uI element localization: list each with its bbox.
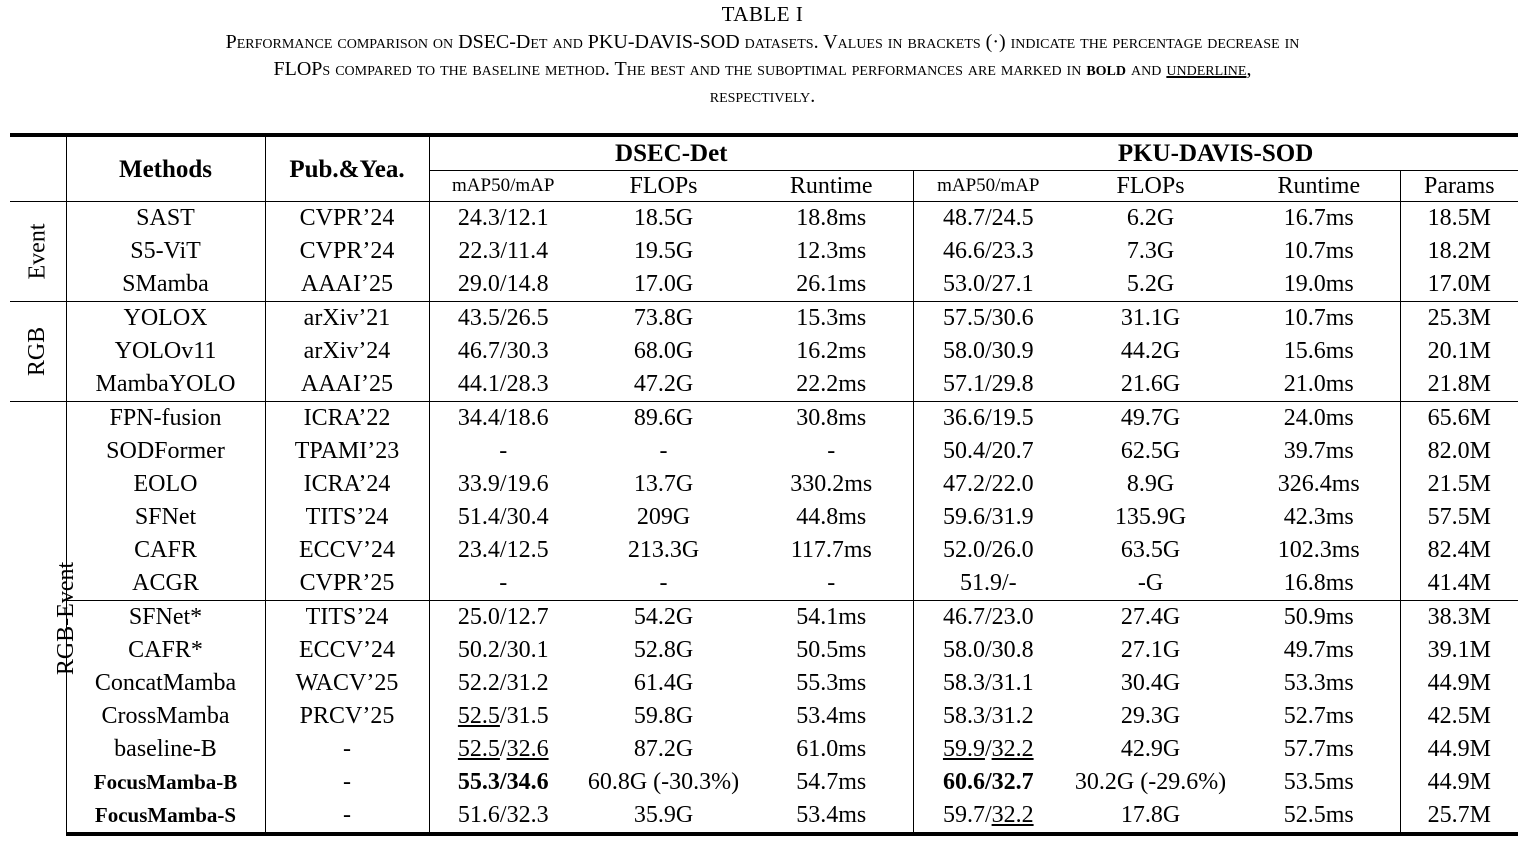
cell-dsec-flops: 213.3G: [627, 537, 700, 563]
cell-pub: ICRA’22: [265, 402, 429, 436]
cell-dsec-map: 51.4/30.4: [429, 501, 577, 534]
cell-dsec-map: 52.5/32.6: [429, 733, 577, 766]
cell-pku-flops: 135.9G: [1114, 504, 1187, 530]
cell-pku-flops: 63.5G: [1120, 537, 1181, 563]
cell-dsec-runtime: 12.3ms: [796, 238, 867, 264]
cell-dsec-runtime: 55.3ms: [796, 670, 867, 696]
cell-pku-runtime: 16.7ms: [1238, 202, 1400, 236]
group-label-rgb: RGB: [10, 302, 66, 402]
cell-pku-flops: 30.4G: [1120, 670, 1181, 696]
cell-pku-flops: 27.4G: [1063, 601, 1238, 635]
cell-dsec-map-val: 32.6: [506, 736, 549, 762]
caption-line-2: [0, 56, 1525, 83]
table-row: [10, 235, 1518, 268]
cell-dsec-flops: 61.4G: [633, 670, 694, 696]
cell-pku-map: 57.1/29.8: [913, 368, 1063, 402]
table-row: [10, 302, 1518, 336]
cell-pub: ECCV’24: [265, 534, 429, 567]
header-pku: PKU-DAVIS-SOD: [913, 135, 1518, 171]
cell-pku-flops: 27.1G: [1120, 637, 1181, 663]
cell-pku-runtime: 19.0ms: [1283, 271, 1354, 297]
table-row: [10, 268, 1518, 302]
cell-pku-map: 53.0/27.1: [913, 268, 1063, 302]
cell-dsec-map: 23.4/12.5: [429, 534, 577, 567]
cell-dsec-runtime: 50.5ms: [796, 637, 867, 663]
cell-pku-flops: 5.2G: [1126, 271, 1175, 297]
cell-dsec-map: 34.4/18.6: [429, 402, 577, 436]
cell-dsec-flops: 47.2G: [633, 371, 694, 397]
cell-params: 44.9M: [1400, 733, 1518, 766]
cell-method: CrossMamba: [66, 700, 265, 733]
cell-dsec-map: 52.5/31.5: [429, 700, 577, 733]
header-pku-flops: FLOPs: [1116, 173, 1185, 199]
caption-line-2a: FLOPs compared to the baseline method. The best and the suboptimal performances are marked in: [273, 58, 1082, 80]
cell-dsec-map: 50.2/30.1: [429, 634, 577, 667]
cell-dsec-runtime: 22.2ms: [796, 371, 867, 397]
cell-pku-flops: 44.2G: [1120, 338, 1181, 364]
table-row: [10, 501, 1518, 534]
cell-method: SMamba: [66, 268, 265, 302]
cell-dsec-flops: 68.0G: [633, 338, 694, 364]
cell-method: SODFormer: [66, 435, 265, 468]
table-caption: [0, 29, 1525, 110]
cell-pub: PRCV’25: [265, 700, 429, 733]
cell-pku-map50: 59.9: [942, 736, 985, 762]
header-pku-runtime: Runtime: [1277, 173, 1361, 199]
header-pku-map: mAP50/mAP: [913, 171, 1063, 202]
cell-pku-map: 58.3/31.1: [913, 667, 1063, 700]
header-group-cell: [10, 135, 66, 202]
cell-pku-map: 58.3/31.2: [913, 700, 1063, 733]
cell-pub: CVPR’24: [265, 202, 429, 236]
cell-dsec-flops: 13.7G: [633, 471, 694, 497]
header-dsec-map: mAP50/mAP: [429, 171, 577, 202]
cell-dsec-flops: 54.2G: [577, 601, 750, 635]
cell-pku-runtime: 39.7ms: [1283, 438, 1354, 464]
caption-line-1: Performance comparison on DSEC-Det and PKU-DAVIS-SOD datasets. Values in brackets (·) indicate the percentage decrease in: [225, 31, 1300, 53]
cell-dsec-flops: 35.9G: [577, 799, 750, 834]
cell-dsec-map: 51.6/32.3: [429, 799, 577, 834]
cell-dsec-flops: 17.0G: [633, 271, 694, 297]
table-row: [10, 435, 1518, 468]
cell-dsec-runtime: -: [827, 570, 836, 596]
cell-pku-flops: 8.9G: [1126, 471, 1175, 497]
cell-params: 38.3M: [1400, 601, 1518, 635]
cell-pku-flops: 49.7G: [1063, 402, 1238, 436]
table-row: [10, 799, 1518, 834]
cell-params: 20.1M: [1400, 335, 1518, 368]
table-row: [10, 202, 1518, 236]
cell-dsec-runtime: 15.3ms: [750, 302, 913, 336]
cell-params: 18.5M: [1400, 202, 1518, 236]
cell-pub: WACV’25: [265, 667, 429, 700]
table-row: [10, 402, 1518, 436]
cell-pku-runtime: 42.3ms: [1283, 504, 1354, 530]
cell-pku-map: 48.7/24.5: [913, 202, 1063, 236]
cell-pku-map: 58.0/30.9: [913, 335, 1063, 368]
cell-pku-runtime: 24.0ms: [1238, 402, 1400, 436]
cell-dsec-flops: 18.5G: [577, 202, 750, 236]
cell-pku-map-val: 32.2: [991, 736, 1034, 762]
cell-method: ConcatMamba: [66, 667, 265, 700]
cell-pku-runtime: 21.0ms: [1283, 371, 1354, 397]
cell-dsec-runtime: -: [827, 438, 836, 464]
header-dsec: DSEC-Det: [429, 135, 913, 171]
cell-pku-runtime: 52.5ms: [1238, 799, 1400, 834]
cell-pku-map: 52.0/26.0: [913, 534, 1063, 567]
cell-dsec-flops: 19.5G: [633, 238, 694, 264]
cell-method: SAST: [66, 202, 265, 236]
cell-dsec-flops: 89.6G: [577, 402, 750, 436]
cell-params: 44.9M: [1400, 766, 1518, 799]
cell-dsec-flops: 73.8G: [577, 302, 750, 336]
cell-params: 65.6M: [1400, 402, 1518, 436]
table-number: TABLE I: [721, 2, 804, 26]
cell-dsec-flops: 59.8G: [633, 703, 694, 729]
cell-params: 25.7M: [1400, 799, 1518, 834]
cell-pub: -: [265, 766, 429, 799]
cell-pku-runtime: 53.5ms: [1283, 769, 1354, 795]
cell-pku-map: 36.6/19.5: [913, 402, 1063, 436]
cell-pku-flops: 7.3G: [1126, 238, 1175, 264]
cell-dsec-runtime: 53.4ms: [750, 799, 913, 834]
group-label-event: Event: [10, 202, 66, 302]
cell-pku-map: 46.6/23.3: [913, 235, 1063, 268]
cell-pku-flops: 6.2G: [1063, 202, 1238, 236]
cell-method: EOLO: [66, 468, 265, 501]
cell-method: FocusMamba-S: [66, 799, 265, 834]
cell-pku-flops: 31.1G: [1063, 302, 1238, 336]
cell-dsec-map: 22.3/11.4: [429, 235, 577, 268]
cell-pku-flops: 29.3G: [1120, 703, 1181, 729]
cell-pku-map: 60.6/32.7: [913, 766, 1063, 799]
cell-method: baseline-B: [66, 733, 265, 766]
cell-pku-runtime: 52.7ms: [1283, 703, 1354, 729]
cell-pku-runtime: 53.3ms: [1283, 670, 1354, 696]
cell-pub: AAAI’25: [265, 268, 429, 302]
cell-dsec-map: -: [429, 435, 577, 468]
table-row: [10, 634, 1518, 667]
table-row: [10, 601, 1518, 635]
cell-pku-map: 59.9/32.2: [913, 733, 1063, 766]
cell-params: 21.5M: [1400, 468, 1518, 501]
cell-method: S5-ViT: [66, 235, 265, 268]
cell-pku-flops: 21.6G: [1120, 371, 1181, 397]
cell-method: MambaYOLO: [66, 368, 265, 402]
cell-dsec-map: 25.0/12.7: [429, 601, 577, 635]
cell-pku-runtime: 102.3ms: [1277, 537, 1360, 563]
cell-params: 44.9M: [1400, 667, 1518, 700]
cell-dsec-map: 24.3/12.1: [429, 202, 577, 236]
cell-dsec-runtime: 18.8ms: [750, 202, 913, 236]
cell-pku-map50: 59.7: [942, 802, 985, 828]
cell-params: 17.0M: [1400, 268, 1518, 302]
cell-dsec-runtime: 117.7ms: [790, 537, 872, 563]
cell-dsec-flops: 52.8G: [633, 637, 694, 663]
table-row: [10, 534, 1518, 567]
cell-pku-map: 57.5/30.6: [913, 302, 1063, 336]
table-row: [10, 667, 1518, 700]
cell-params: 57.5M: [1400, 501, 1518, 534]
cell-dsec-runtime: 44.8ms: [796, 504, 867, 530]
cell-params: 39.1M: [1400, 634, 1518, 667]
cell-pku-map: 47.2/22.0: [913, 468, 1063, 501]
cell-pub: arXiv’24: [265, 335, 429, 368]
cell-pub: -: [265, 733, 429, 766]
cell-pku-map: 59.6/31.9: [913, 501, 1063, 534]
cell-dsec-flops: 87.2G: [633, 736, 694, 762]
cell-dsec-map: 55.3/34.6: [429, 766, 577, 799]
cell-dsec-flops: 209G: [636, 504, 691, 530]
cell-params: 21.8M: [1400, 368, 1518, 402]
cell-dsec-runtime: 53.4ms: [796, 703, 867, 729]
cell-dsec-runtime: 54.7ms: [796, 769, 867, 795]
cell-pku-runtime: 50.9ms: [1238, 601, 1400, 635]
cell-pku-runtime: 10.7ms: [1238, 302, 1400, 336]
cell-pub: ICRA’24: [265, 468, 429, 501]
header-pub: Pub.&Yea.: [265, 135, 429, 202]
cell-method: FPN-fusion: [66, 402, 265, 436]
cell-dsec-map: 29.0/14.8: [429, 268, 577, 302]
caption-underline-word: underline: [1166, 58, 1247, 80]
cell-pub: CVPR’24: [265, 235, 429, 268]
cell-method: CAFR*: [66, 634, 265, 667]
cell-pku-map: 59.7/32.2: [913, 799, 1063, 834]
header-row-1: [10, 135, 1518, 171]
caption-line-2b: and: [1131, 58, 1162, 80]
cell-dsec-flops: -: [659, 438, 668, 464]
cell-dsec-flops: 60.8G (-30.3%): [587, 769, 740, 795]
cell-pub: AAAI’25: [265, 368, 429, 402]
cell-method: SFNet*: [66, 601, 265, 635]
cell-dsec-map: -: [429, 567, 577, 601]
cell-params: 41.4M: [1400, 567, 1518, 601]
caption-line-3: respectively.: [709, 85, 816, 107]
cell-dsec-runtime: 16.2ms: [796, 338, 867, 364]
cell-method: YOLOX: [66, 302, 265, 336]
cell-pku-map: 50.4/20.7: [913, 435, 1063, 468]
cell-pku-runtime: 57.7ms: [1283, 736, 1354, 762]
header-params: Params: [1400, 171, 1518, 202]
cell-pku-flops: 42.9G: [1120, 736, 1181, 762]
cell-dsec-map: 43.5/26.5: [429, 302, 577, 336]
table-row: [10, 335, 1518, 368]
cell-dsec-runtime: 330.2ms: [790, 471, 873, 497]
header-dsec-runtime: Runtime: [789, 173, 873, 199]
cell-params: 18.2M: [1400, 235, 1518, 268]
cell-dsec-runtime: 26.1ms: [796, 271, 867, 297]
cell-dsec-map50: 52.5: [457, 703, 500, 729]
cell-params: 82.4M: [1400, 534, 1518, 567]
cell-pku-runtime: 16.8ms: [1283, 570, 1354, 596]
table-row: [10, 368, 1518, 402]
cell-method: YOLOv11: [66, 335, 265, 368]
cell-pku-runtime: 49.7ms: [1283, 637, 1354, 663]
cell-pub: TITS’24: [265, 501, 429, 534]
cell-pub: TPAMI’23: [265, 435, 429, 468]
cell-dsec-runtime: 30.8ms: [750, 402, 913, 436]
cell-params: 25.3M: [1400, 302, 1518, 336]
cell-pku-map-val: 32.2: [991, 802, 1034, 828]
cell-pub: arXiv’21: [265, 302, 429, 336]
header-dsec-flops: FLOPs: [629, 173, 698, 199]
cell-pub: ECCV’24: [265, 634, 429, 667]
cell-method: SFNet: [66, 501, 265, 534]
cell-pku-map: 51.9/-: [913, 567, 1063, 601]
cell-dsec-runtime: 54.1ms: [750, 601, 913, 635]
comparison-table: [10, 133, 1518, 836]
cell-method: CAFR: [66, 534, 265, 567]
cell-params: 42.5M: [1400, 700, 1518, 733]
header-methods: Methods: [66, 135, 265, 202]
cell-params: 82.0M: [1400, 435, 1518, 468]
cell-pku-runtime: 15.6ms: [1283, 338, 1354, 364]
cell-dsec-map: 46.7/30.3: [429, 335, 577, 368]
cell-pku-map: 58.0/30.8: [913, 634, 1063, 667]
table-row: [10, 700, 1518, 733]
cell-pub: TITS’24: [265, 601, 429, 635]
caption-line-2c: ,: [1246, 58, 1252, 80]
cell-dsec-flops: -: [659, 570, 668, 596]
cell-pub: -: [265, 799, 429, 834]
cell-method: ACGR: [66, 567, 265, 601]
cell-pku-runtime: 10.7ms: [1283, 238, 1354, 264]
caption-bold-word: bold: [1086, 58, 1127, 80]
cell-dsec-map: 52.2/31.2: [429, 667, 577, 700]
table-row: [10, 468, 1518, 501]
table-row: [10, 733, 1518, 766]
cell-method: FocusMamba-B: [66, 766, 265, 799]
cell-pku-flops: -G: [1137, 570, 1164, 596]
cell-dsec-map: 44.1/28.3: [429, 368, 577, 402]
cell-dsec-map50: 52.5: [457, 736, 500, 762]
cell-dsec-map: 33.9/19.6: [429, 468, 577, 501]
cell-dsec-runtime: 61.0ms: [796, 736, 867, 762]
cell-dsec-map-val: 31.5: [506, 703, 549, 729]
cell-pku-flops: 17.8G: [1063, 799, 1238, 834]
group-label-rgb-event: RGB-Event: [10, 402, 66, 835]
cell-pku-runtime: 326.4ms: [1277, 471, 1360, 497]
cell-pub: CVPR’25: [265, 567, 429, 601]
table-row: [10, 766, 1518, 799]
cell-pku-flops: 62.5G: [1120, 438, 1181, 464]
cell-pku-flops: 30.2G (-29.6%): [1074, 769, 1227, 795]
cell-pku-map: 46.7/23.0: [913, 601, 1063, 635]
table-row: [10, 567, 1518, 601]
